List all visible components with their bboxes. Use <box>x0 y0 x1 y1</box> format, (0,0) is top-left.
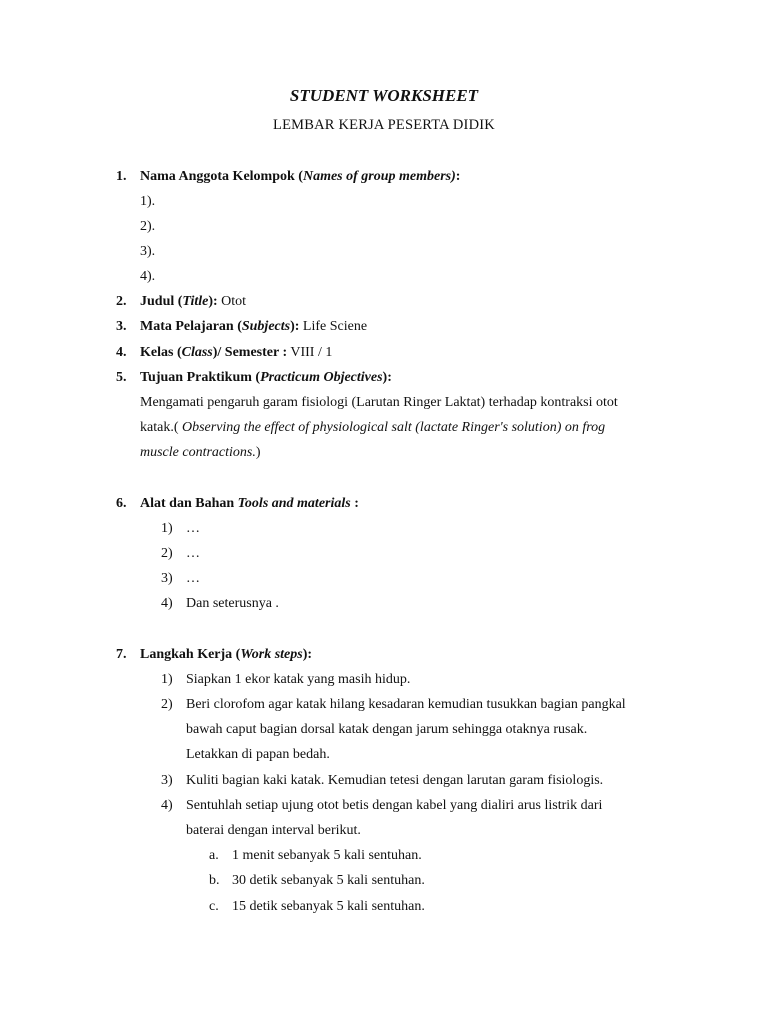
member-line: 4). <box>140 269 156 284</box>
step-line: bawah caput bagian dorsal katak dengan jarum sehingga otaknya rusak. <box>186 722 588 737</box>
worksheet-subtitle: LEMBAR KERJA PESERTA DIDIK <box>273 117 495 133</box>
step-line: baterai dengan interval berikut. <box>186 823 361 838</box>
worksheet-title: STUDENT WORKSHEET <box>289 86 479 105</box>
subject-value: Life Sciene <box>299 319 368 334</box>
objective-line: Mengamati pengaruh garam fisiologi (Larutan Ringer Laktat) terhadap kontraksi otot <box>140 395 618 410</box>
section-number: 1. <box>116 169 127 184</box>
step-line: Letakkan di papan bedah. <box>186 747 330 762</box>
title-value: Otot <box>217 294 247 309</box>
member-line: 2). <box>140 219 156 234</box>
member-line: 3). <box>140 244 156 259</box>
member-line: 1). <box>140 194 156 209</box>
objective-line: katak.( Observing the effect of physiological salt (lactate Ringer's solution) on frog <box>140 420 606 435</box>
class-value: VIII / 1 <box>287 345 333 360</box>
objective-line: muscle contractions.) <box>140 445 261 460</box>
worksheet-page: STUDENT WORKSHEET LEMBAR KERJA PESERTA DIDIK 1. Nama Anggota Kelompok (Names of group members): 1). 2). 3). 4). 2. Judul (Title): Otot 3. Mata Pelajaran (Subjects): Life Sciene 4. Kelas (Class)/ Semester : VIII / 1 5. Tujuan Praktikum (Practicum Objectives): Mengamati pengaruh garam fisiologi (Larutan Ringer Laktat) terhadap kontraksi otot katak.( Observing the effect of physiological salt (lactate Ringer's solution) on frog muscle contractions.) 6. Alat dan Bahan Tools and materials : 1) … 2) … 3) … 4) Dan seterusnya . 7. Langkah Kerja (Work steps): 1) Siapkan 1 ekor katak yang masih hidup. 2) Beri clorofom agar katak hilang kesadaran kemudian tusukkan bagian pangkal bawah caput bagian dorsal katak dengan jarum sehingga otaknya rusak. Letakkan di papan bedah. 3) Kuliti bagian kaki katak. Kemudian tetesi dengan larutan garam fisiologis. 4) Sentuhlah setiap ujung otot betis dengan kabel yang dialiri arus listrik dari baterai dengan interval berikut. a. 1 menit sebanyak 5 kali sentuhan. b. 30 detik sebanyak 5 kali sentuhan. c. 15 detik sebanyak 5 kali sentuhan. <box>0 0 768 1024</box>
